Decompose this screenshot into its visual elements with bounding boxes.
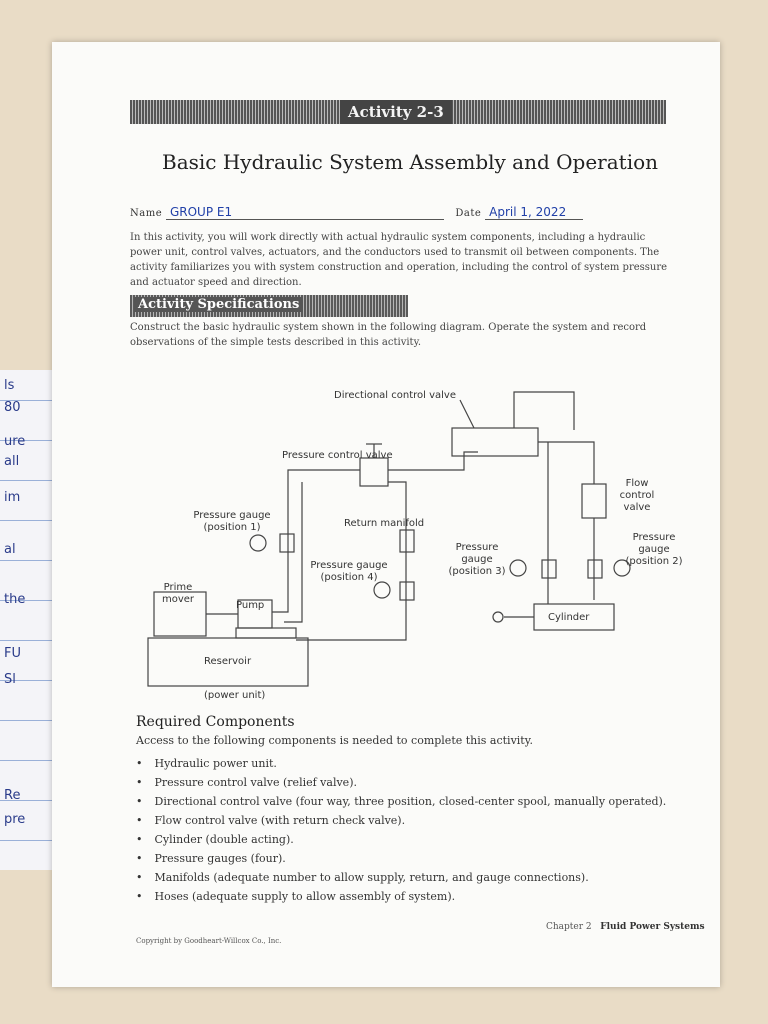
components-list (136, 754, 666, 906)
name-label: Name (130, 208, 163, 219)
list-item: • Pressure gauges (four). (136, 849, 666, 868)
label-pressure-gauge-2: Pressure gauge (position 2) (625, 532, 683, 567)
margin-note: all (4, 454, 20, 469)
label-directional-control-valve: Directional control valve (334, 390, 456, 401)
list-item: • Flow control valve (with return check valve). (136, 811, 666, 830)
access-sentence: Access to the following components is needed to complete this activity. (136, 734, 533, 747)
activity-label: Activity 2-3 (340, 100, 452, 124)
margin-note: the (4, 592, 26, 607)
page-footer (546, 922, 705, 932)
gauge-4-manifold (400, 582, 414, 600)
list-item: • Hydraulic power unit. (136, 754, 666, 773)
label-pressure-gauge-3: Pressure gauge (position 3) (448, 542, 506, 577)
intro-paragraph: In this activity, you will work directly with actual hydraulic system components, including a hydraulic power unit, control valves, actuators, and the conductors used to transmit oil between components. The activity familiarizes you with system construction and operation, including the control of system pressure and actuator speed and direction. (130, 232, 668, 288)
pressure-gauge-1 (250, 535, 266, 551)
label-power-unit: (power unit) (204, 690, 266, 701)
pressure-control-valve-body (360, 458, 388, 486)
margin-note: 80 (4, 400, 21, 415)
margin-note: pre (4, 812, 26, 827)
list-item: • Manifolds (adequate number to allow supply, return, and gauge connections). (136, 868, 666, 887)
gauge-1-manifold (280, 534, 294, 552)
list-item: • Cylinder (double acting). (136, 830, 666, 849)
page-title: Basic Hydraulic System Assembly and Operation (162, 150, 659, 174)
date-label: Date (455, 208, 482, 219)
cylinder-supply-line (514, 392, 574, 430)
label-pump: Pump (236, 600, 265, 611)
margin-note: Re (4, 788, 21, 803)
notebook-paper-background (0, 370, 52, 870)
worksheet-page (52, 42, 720, 987)
margin-note: im (4, 490, 21, 505)
margin-note: ure (4, 434, 26, 449)
flow-control-valve-body (582, 484, 606, 518)
name-field[interactable]: GROUP E1 (166, 205, 444, 220)
return-manifold-body (400, 530, 414, 552)
margin-note: FU (4, 646, 21, 661)
specification-paragraph: Construct the basic hydraulic system shown in the following diagram. Operate the system and record observations of the simple tests described in this activity. (130, 322, 647, 348)
copyright-line: Copyright by Goodheart-Willcox Co., Inc. (136, 937, 282, 945)
pressure-gauge-4 (374, 582, 390, 598)
margin-note: al (4, 542, 16, 557)
label-reservoir: Reservoir (204, 656, 252, 667)
list-item: • Directional control valve (four way, three position, closed-center spool, manually operated). (136, 792, 666, 811)
date-field[interactable]: April 1, 2022 (485, 205, 583, 220)
section-heading: Activity Specifications (134, 297, 303, 312)
gauge-2-manifold (588, 560, 602, 578)
footer-title: Fluid Power Systems (600, 922, 705, 932)
label-prime-mover: Prime mover (161, 582, 195, 605)
hydraulic-diagram (134, 360, 683, 701)
gauge-3-manifold (542, 560, 556, 578)
section-banner (130, 295, 408, 317)
label-pressure-gauge-4: Pressure gauge (position 4) (310, 560, 388, 583)
valve-handle (460, 400, 474, 428)
label-pressure-gauge-1: Pressure gauge (position 1) (193, 510, 271, 533)
list-item: • Hoses (adequate supply to allow assembly of system). (136, 887, 666, 906)
label-return-manifold: Return manifold (344, 518, 425, 529)
footer-chapter: Chapter 2 (546, 922, 592, 932)
margin-note: Sl (4, 672, 16, 687)
activity-banner (130, 100, 666, 124)
label-cylinder: Cylinder (548, 612, 590, 623)
required-components-heading: Required Components (136, 714, 295, 730)
label-flow-control-valve: Flow control valve (619, 478, 655, 513)
supply-line (272, 470, 360, 612)
name-date-row (130, 205, 583, 220)
label-pressure-control-valve: Pressure control valve (282, 450, 393, 461)
list-item: • Pressure control valve (relief valve). (136, 773, 666, 792)
margin-note: ls (4, 378, 15, 393)
